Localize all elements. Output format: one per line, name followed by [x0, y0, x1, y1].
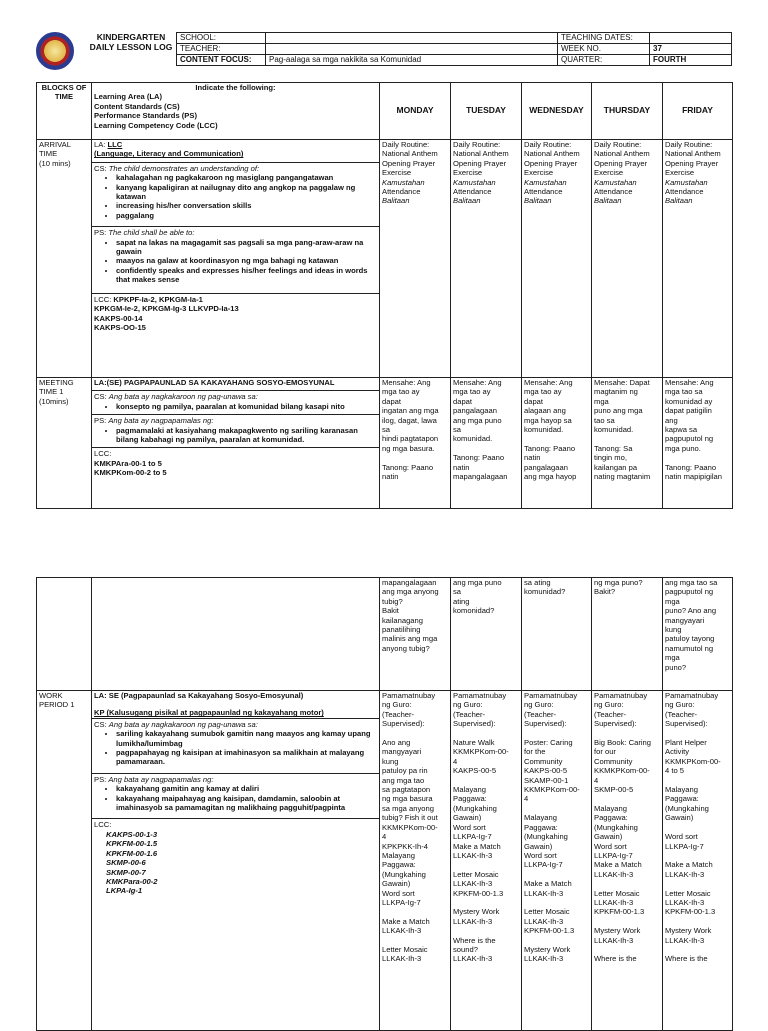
- arrival-thursday: Daily Routine: National Anthem Opening Prayer Exercise Kamustahan Attendance Balitaan: [592, 140, 663, 378]
- meeting-time-cell: [37, 378, 92, 509]
- work-lcc: LCC: KAKPS-00-1-3 KPKFM-00-1.5 KPKFM-00-1.6 SKMP-00-6 SKMP-00-7 KMKPara-00-2 LKPA-Ig-1: [92, 818, 379, 895]
- work-wednesday: Pamamatnubay ng Guro: (Teacher- Supervised): Poster: Caring for the Community KAKPS-00-5 SKAMP-00-1 KKMKPKom-00- 4 Malayang Paggawa: (Mungkahing Gawain) Word sort LLKPA-Ig-7 Make a Match LLKAK-Ih-3 Letter Mosaic LLKAK-Ih-3 KPKFM-00-1.3 Mystery Work LLKAK-Ih-3: [522, 691, 592, 1031]
- arrival-wednesday: Daily Routine: National Anthem Opening Prayer Exercise Kamustahan Attendance Balitaan: [522, 140, 592, 378]
- meeting-standards-cell: [92, 378, 380, 509]
- lesson-table-page1: [36, 82, 733, 509]
- work-ps: PS: Ang bata ay nagpapamalas ng: • kakayahang gamitin ang kamay at daliri • kakayahang maipahayag ang kaisipan, damdamin, saloobin at imahinasyob sa pamamagitan ng malikhaing pagguhit/pagpinta: [92, 773, 379, 813]
- arrival-cs-item: • kahalagahan ng pagkakaroon ng masiglang pangangatawan: [116, 173, 377, 182]
- continuation-friday: ang mga tao sa pagpuputol ng mga puno? Ano ang mangyayari kung patuloy tayong namumutol ng mga puno?: [663, 578, 733, 691]
- lesson-table-page2: [36, 577, 733, 1031]
- continuation-row: [37, 578, 733, 691]
- work-standards-cell: [92, 691, 380, 1031]
- meeting-time-label: MEETING TIME 1 (10mins): [39, 378, 74, 406]
- day-header-wednesday: WEDNESDAY: [522, 83, 592, 140]
- work-cs-item: • sariling kakayahang sumubok gamitin nang maayos ang kamay upang lumikha/lumimbag: [116, 729, 377, 748]
- arrival-standards-cell: [92, 140, 380, 378]
- work-la: LA: SE (Pagpapaunlad sa Kakayahang Sosyo-Emosyunal): [94, 691, 304, 700]
- arrival-cs: CS: The child demonstrates an understanding of: • kahalagahan ng pagkakaroon ng masiglang pangangatawan • kanyang kapaligiran at nailugnay dito ang angkop na paggalaw ng katawan • increasing his/her conversation skills • paggalang: [92, 162, 379, 220]
- arrival-ps: PS: The child shall be able to: • sapat na lakas na magagamit sas pagsali sa mga pang-araw-araw na gawain • maayos na galaw at koordinasyon ng mga bahagi ng katawan • confidently speaks and expresses his/her feelings and ideas in words that makes sense: [92, 226, 379, 284]
- day-header-thursday: THURSDAY: [592, 83, 663, 140]
- work-kp: KP (Kalusugang pisikal at pagpapaunlad ng kakayahang motor): [94, 708, 324, 718]
- indicate-header: [92, 83, 380, 140]
- meeting-friday: Mensahe: Ang mga tao sa komunidad ay dapat patigilin ang kapwa sa pagpuputol ng mga puno. Tanong: Paano natin mapipigilan: [663, 378, 733, 509]
- continuation-tuesday: ang mga puno sa ating komonidad?: [451, 578, 522, 691]
- meeting-ps-item: • pagmamalaki at kasiyahang makapagkwento ng sariling karanasan bilang kabahagi ng pamilya, paaralan at komunidad.: [116, 426, 377, 445]
- arrival-ps-item: • maayos na galaw at koordinasyon ng mga bahagi ng katawan: [116, 256, 377, 265]
- work-time-label: WORK PERIOD 1: [39, 691, 75, 710]
- work-monday: Pamamatnubay ng Guro: (Teacher- Supervised): Ano ang mangyayari kung patuloy pa rin ang mga tao sa pagtatapon ng mga basura sa mga anyong tubig? Fish it out KKMKPKom-00- 4 KPKPKK-Ih-4 Malayang Paggawa: (Mungkahing Gawain) Word sort LLKPA-Ig-7 Make a Match LLKAK-Ih-3 Letter Mosaic LLKAK-Ih-3: [380, 691, 451, 1031]
- arrival-row: [37, 140, 733, 378]
- work-friday: Pamamatnubay ng Guro: (Teacher- Supervised): Plant Helper Activity KKMKPKom-00- 4 to 5 Malayang Paggawa: (Mungkahing Gawain) Word sort LLKPA-Ig-7 Make a Match LLKAK-Ih-3 Letter Mosaic LLKAK-Ih-3 KPKFM-00-1.3 Mystery Work LLKAK-Ih-3 Where is the: [663, 691, 733, 1031]
- deped-seal: [36, 32, 74, 70]
- indicate-list: Learning Area (LA) Content Standards (CS) Performance Standards (PS) Learning Competency Code (LCC): [94, 92, 218, 130]
- continuation-wednesday: sa ating komunidad?: [522, 578, 592, 691]
- work-ps-item: • kakayahang maipahayag ang kaisipan, damdamin, saloobin at imahinasyob sa pamamagitan ng malikhaing pagguhit/pagpinta: [116, 794, 377, 813]
- week-value: 37: [650, 44, 732, 55]
- meeting-monday: Mensahe: Ang mga tao ay dapat ingatan ang mga ilog, dagat, lawa sa hindi pagtatapon ng mga basura. Tanong: Paano natin: [380, 378, 451, 509]
- work-ps-item: • kakayahang gamitin ang kamay at daliri: [116, 784, 377, 793]
- continuation-standards-cell: [92, 578, 380, 691]
- indicate-label: Indicate the following:: [195, 83, 276, 92]
- meeting-la: LA:(SE) PAGPAPAUNLAD SA KAKAYAHANG SOSYO-EMOSYUNAL: [94, 378, 335, 387]
- content-focus-value: Pag-aalaga sa mga nakikita sa Komunidad: [266, 55, 558, 66]
- arrival-time-cell: [37, 140, 92, 378]
- blocks-of-time-label: BLOCKS OF TIME: [41, 83, 87, 102]
- work-time-cell: [37, 691, 92, 1031]
- meeting-lcc: LCC: KMKPAra-00-1 to 5 KMKPKom-00-2 to 5: [92, 447, 379, 477]
- quarter-label: QUARTER:: [558, 55, 650, 66]
- day-header-tuesday: TUESDAY: [451, 83, 522, 140]
- arrival-la-desc: (Language, Literacy and Communication): [94, 149, 244, 159]
- meeting-ps: PS: Ang bata ay nagpapamalas ng: • pagmamalaki at kasiyahang makapagkwento ng sariling karanasan bilang kabahagi ng pamilya, paaralan at komunidad.: [92, 414, 379, 444]
- day-header-friday: FRIDAY: [663, 83, 733, 140]
- log-title: [86, 32, 176, 52]
- work-period-row: [37, 691, 733, 1031]
- meeting-wednesday: Mensahe: Ang mga tao ay dapat alagaan ang mga hayop sa komunidad. Tanong: Paano natin pangalagaan ang mga hayop: [522, 378, 592, 509]
- meeting-cs: CS: Ang bata ay nagkakaroon ng pag-unawa sa: • konsepto ng pamilya, paaralan at komunidad bilang kasapi nito: [92, 390, 379, 411]
- arrival-la: LA: LLC: [94, 140, 123, 149]
- school-value: [266, 33, 558, 44]
- arrival-lcc-codes: KPKGM-Ie-2, KPKGM-Ig-3 LLKVPD-Ia-13 KAKPS-00-14 KAKPS-OO-15: [94, 304, 239, 332]
- table-header-row: [37, 83, 733, 140]
- teacher-label: TEACHER:: [177, 44, 266, 55]
- blocks-of-time-header: [37, 83, 92, 140]
- meeting-cs-item: • konsepto ng pamilya, paaralan at komunidad bilang kasapi nito: [116, 402, 377, 411]
- arrival-lcc: LCC: KPKPF-Ia-2, KPKGM-Ia-1 KPKGM-Ie-2, KPKGM-Ig-3 LLKVPD-Ia-13 KAKPS-00-14 KAKPS-OO-15: [92, 293, 379, 333]
- meeting-thursday: Mensahe: Dapat magtanim ng mga puno ang mga tao sa komunidad. Tanong: Sa tingin mo, kailangan pa nating magtanim: [592, 378, 663, 509]
- continuation-time-cell: [37, 578, 92, 691]
- work-lcc-codes: KAKPS-00-1-3 KPKFM-00-1.5 KPKFM-00-1.6 SKMP-00-6 SKMP-00-7 KMKPara-00-2 LKPA-Ig-1: [106, 829, 158, 896]
- week-label: WEEK NO.: [558, 44, 650, 55]
- arrival-cs-item: • paggalang: [116, 211, 377, 220]
- meeting-lcc-codes: KMKPAra-00-1 to 5 KMKPKom-00-2 to 5: [94, 458, 167, 478]
- work-cs: CS: Ang bata ay nagkakaroon ng pag-unawa sa: • sariling kakayahang sumubok gamitin nang maayos ang kamay upang lumikha/lumimbag • pagpapahayag ng kaisipan at imahinasyon sa malikhain at malayang pamamaraan.: [92, 718, 379, 767]
- work-tuesday: Pamamatnubay ng Guro: (Teacher- Supervised): Nature Walk KKMKPKom-00- 4 KAKPS-00-5 Malayang Paggawa: (Mungkahing Gawain) Word sort LLKPA-Ig-7 Make a Match LLKAK-Ih-3 Letter Mosaic LLKAK-Ih-3 KPKFM-00-1.3 Mystery Work LLKAK-Ih-3 Where is the sound? LLKAK-Ih-3: [451, 691, 522, 1031]
- work-cs-item: • pagpapahayag ng kaisipan at imahinasyon sa malikhain at malayang pamamaraan.: [116, 748, 377, 767]
- arrival-cs-item: • increasing his/her conversation skills: [116, 201, 377, 210]
- log-title-line2: DAILY LESSON LOG: [89, 42, 173, 52]
- day-header-monday: MONDAY: [380, 83, 451, 140]
- teaching-dates-value: [650, 33, 732, 44]
- arrival-ps-item: • sapat na lakas na magagamit sas pagsali sa mga pang-araw-araw na gawain: [116, 238, 377, 257]
- arrival-ps-item: • confidently speaks and expresses his/her feelings and ideas in words that makes sense: [116, 266, 377, 285]
- log-title-line1: KINDERGARTEN: [96, 32, 166, 42]
- arrival-tuesday: Daily Routine: National Anthem Opening Prayer Exercise Kamustahan Attendance Balitaan: [451, 140, 522, 378]
- work-thursday: Pamamatnubay ng Guro: (Teacher- Supervised): Big Book: Caring for our Community KKMKPKom-00- 4 SKMP-00-5 Malayang Paggawa: (Mungkahing Gawain) Word sort LLKPA-Ig-7 Make a Match LLKAK-Ih-3 Letter Mosaic LLKAK-Ih-3 KPKFM-00-1.3 Mystery Work LLKAK-Ih-3 Where is the: [592, 691, 663, 1031]
- arrival-friday: Daily Routine: National Anthem Opening Prayer Exercise Kamustahan Attendance Balitaan: [663, 140, 733, 378]
- arrival-time-label: ARRIVAL TIME (10 mins): [39, 140, 71, 168]
- arrival-cs-item: • kanyang kapaligiran at nailugnay dito ang angkop na paggalaw ng katawan: [116, 183, 377, 202]
- continuation-thursday: ng mga puno? Bakit?: [592, 578, 663, 691]
- quarter-value: FOURTH: [650, 55, 732, 66]
- school-label: SCHOOL:: [177, 33, 266, 44]
- meeting-row: [37, 378, 733, 509]
- header-info-table: [176, 32, 732, 66]
- arrival-monday: Daily Routine: National Anthem Opening Prayer Exercise Kamustahan Attendance Balitaan: [380, 140, 451, 378]
- teaching-dates-label: TEACHING DATES:: [558, 33, 650, 44]
- continuation-monday: mapangalagaan ang mga anyong tubig? Bakit kailanagang panatilihing malinis ang mga anyong tubig?: [380, 578, 451, 691]
- teacher-value: [266, 44, 558, 55]
- content-focus-label: CONTENT FOCUS:: [177, 55, 266, 66]
- meeting-tuesday: Mensahe: Ang mga tao ay dapat pangalagaan ang mga puno sa komunidad. Tanong: Paano natin mapangalagaan: [451, 378, 522, 509]
